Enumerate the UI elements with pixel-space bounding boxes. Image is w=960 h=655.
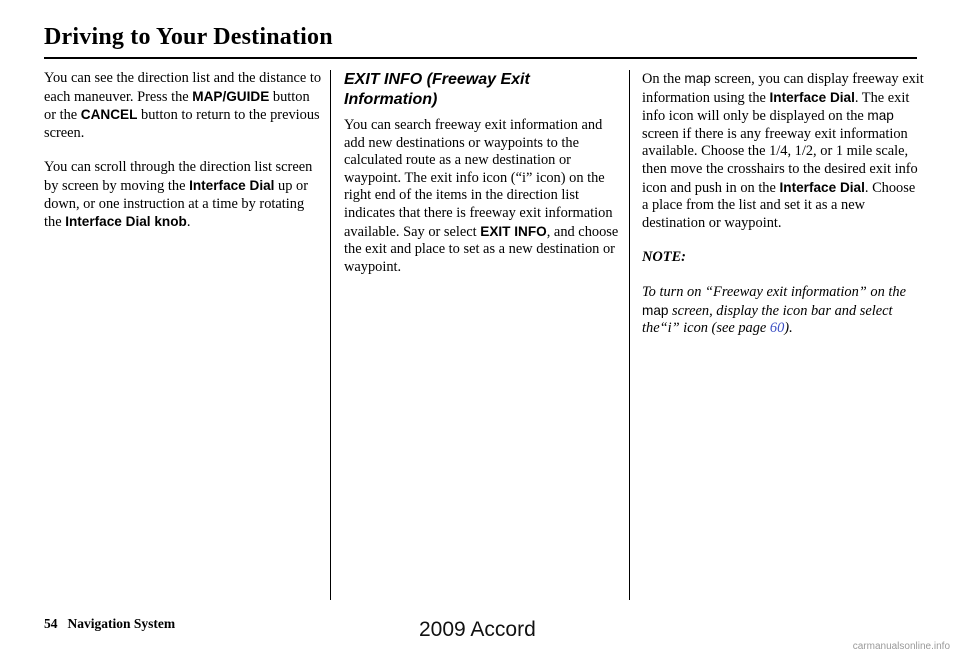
- map-guide-button-label: MAP/GUIDE: [192, 88, 270, 104]
- column-right: [642, 70, 924, 355]
- paragraph-exit-info: [344, 117, 620, 276]
- note-label: NOTE:: [642, 249, 686, 266]
- cancel-button-label: CANCEL: [80, 107, 138, 123]
- page-60-link[interactable]: 60: [769, 320, 785, 337]
- section-name: Navigation System: [67, 616, 176, 631]
- text-segment: screen, display the icon bar and select the“i” icon (see page: [642, 302, 893, 337]
- page-number: 54: [44, 616, 58, 631]
- column-divider-2: [629, 70, 630, 600]
- column-middle: [344, 70, 620, 293]
- text-segment: up or down, or one instruction at a time by rotating the: [44, 177, 309, 231]
- interface-dial-knob-label: Interface Dial knob: [65, 214, 187, 230]
- model-watermark: 2009 Accord: [419, 618, 536, 641]
- note-text: [642, 284, 924, 338]
- text-segment: .: [186, 214, 191, 231]
- text-segment: On the: [642, 71, 685, 87]
- interface-dial-label: Interface Dial: [189, 177, 275, 193]
- text-segment: ).: [784, 320, 793, 337]
- column-left: [44, 70, 324, 249]
- text-segment: You can see the direction list and the distance to each maneuver. Press the: [44, 70, 322, 105]
- column-divider-1: [330, 70, 331, 600]
- text-segment: screen if there is any freeway exit information available. Choose the 1/4, 1/2, or 1 mile scale, then move the crosshairs to the desired exit info icon and push in on the: [642, 125, 918, 196]
- interface-dial-label: Interface Dial: [769, 89, 855, 105]
- exit-info-label: EXIT INFO: [480, 223, 547, 239]
- page-title: Driving to Your Destination: [44, 24, 333, 50]
- paragraph-scroll: [44, 159, 324, 231]
- map-label: map: [684, 71, 711, 86]
- paragraph-map-exit-info: [642, 70, 924, 232]
- paragraph-direction-list: [44, 70, 324, 142]
- text-segment: You can search freeway exit information and add new destinations or waypoints to the calculated route as a new destination or waypoint. The exit info icon (“i” icon) on the right end of the items in the direction list indicates that there is freeway exit information available. Say or select: [344, 117, 613, 240]
- text-segment: , and choose the exit and place to set as a new destination or waypoint.: [344, 223, 619, 275]
- title-rule: [44, 57, 917, 59]
- text-segment: . The exit info icon will only be displayed on the: [642, 89, 910, 125]
- site-watermark: carmanualsonline.info: [852, 641, 950, 652]
- text-segment: . Choose a place from the list and set it as a new destination or waypoint.: [642, 179, 916, 231]
- text-segment: button to return to the previous screen.: [44, 107, 320, 141]
- map-label: map: [642, 302, 669, 318]
- text-segment: You can scroll through the direction list screen by screen by moving the: [44, 159, 313, 194]
- interface-dial-label: Interface Dial: [779, 179, 865, 195]
- map-label: map: [867, 108, 894, 124]
- section-heading-exit-info: EXIT INFO (Freeway Exit Information): [344, 71, 530, 108]
- text-segment: screen, you can display freeway exit information using the: [642, 71, 924, 106]
- page-footer: [44, 616, 175, 632]
- text-segment: button or the: [44, 88, 310, 124]
- text-segment: To turn on “Freeway exit information” on the: [642, 283, 906, 300]
